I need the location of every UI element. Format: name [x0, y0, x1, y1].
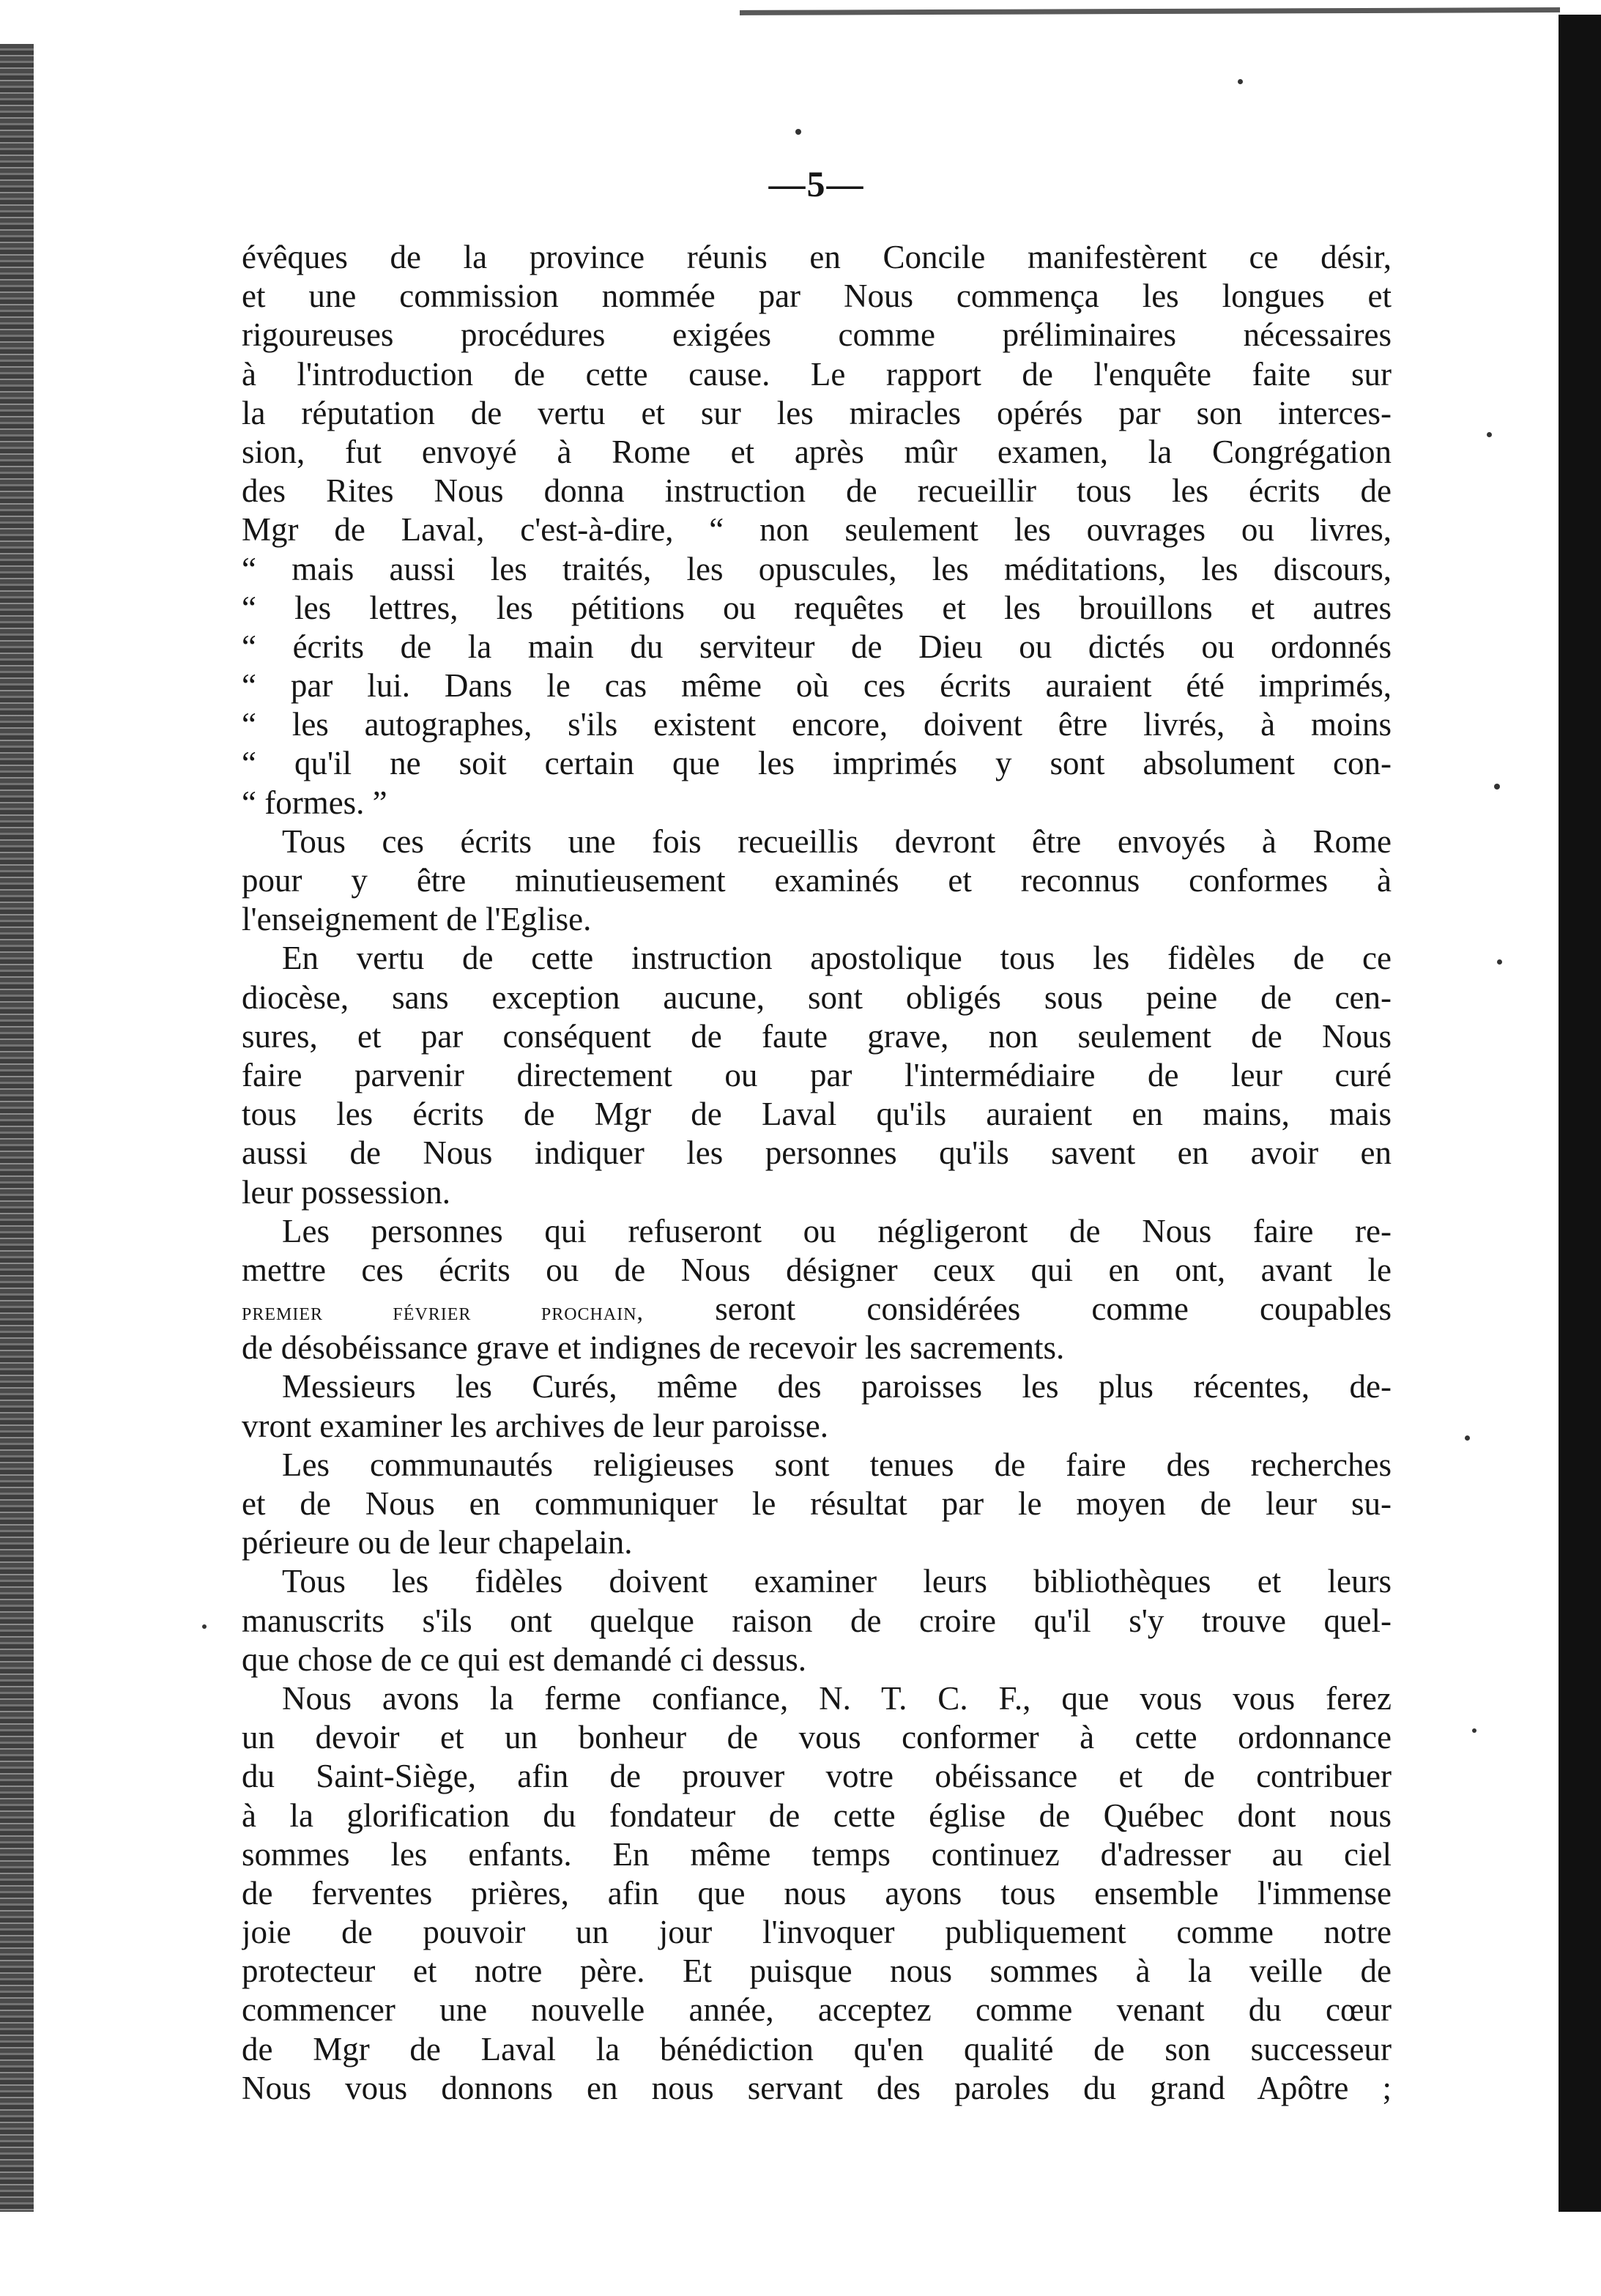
text-line: tous les écrits de Mgr de Laval qu'ils auraient en mains, mais: [242, 1096, 1392, 1133]
text-line: Les communautés religieuses sont tenues de faire des recherches: [282, 1446, 1392, 1483]
top-rule: [740, 7, 1560, 15]
text-line: “ les lettres, les pétitions ou requêtes et les brouillons et autres: [242, 589, 1392, 626]
text-line: évêques de la province réunis en Concile manifestèrent ce désir,: [242, 239, 1392, 275]
text-line: de Mgr de Laval la bénédiction qu'en qualité de son successeur: [242, 2030, 1392, 2067]
body-text: [242, 238, 1392, 2108]
ink-speck: [202, 1624, 207, 1629]
text-line: et de Nous en communiquer le résultat par le moyen de leur su-: [242, 1485, 1392, 1522]
text-line: En vertu de cette instruction apostolique tous les fidèles de ce: [282, 940, 1392, 977]
text-line: “ qu'il ne soit certain que les imprimés y sont absolument con-: [242, 745, 1392, 782]
ink-speck: [1238, 79, 1243, 84]
ink-speck: [1497, 959, 1502, 965]
text-line: “ mais aussi les traités, les opuscules, les méditations, les discours,: [242, 550, 1392, 587]
text-line: joie de pouvoir un jour l'invoquer publiquement comme notre: [242, 1914, 1392, 1951]
text-line: de désobéissance grave et indignes de recevoir les sacrements.: [242, 1329, 1065, 1367]
text-line: protecteur et notre père. Et puisque nous sommes à la veille de: [242, 1953, 1392, 1990]
text-line: l'enseignement de l'Eglise.: [242, 901, 592, 938]
text-line: sion, fut envoyé à Rome et après mûr examen, la Congrégation: [242, 433, 1392, 470]
text-line: “ écrits de la main du serviteur de Dieu ou dictés ou ordonnés: [242, 628, 1392, 665]
text-line: rigoureuses procédures exigées comme préliminaires nécessaires: [242, 316, 1392, 354]
text-line: Les personnes qui refuseront ou négligeront de Nous faire re-: [282, 1212, 1392, 1249]
smallcaps-date: premier février prochain,: [242, 1299, 645, 1326]
text-line: Messieurs les Curés, même des paroisses les plus récentes, de-: [282, 1368, 1392, 1405]
text-line: “ formes. ”: [242, 784, 387, 821]
text-line: mettre ces écrits ou de Nous désigner ceux qui en ont, avant le: [242, 1251, 1392, 1288]
binding-edge-shadow: [0, 44, 34, 2212]
ink-speck: [1465, 1435, 1470, 1441]
text-line: vront examiner les archives de leur paroisse.: [242, 1407, 828, 1444]
text-line: faire parvenir directement ou par l'intermédiaire de leur curé: [242, 1056, 1392, 1093]
ink-speck: [1494, 784, 1500, 790]
text-line: sommes les enfants. En même temps continuez d'adresser au ciel: [242, 1835, 1392, 1873]
text-line: Mgr de Laval, c'est-à-dire, “ non seulement les ouvrages ou livres,: [242, 511, 1392, 549]
text-line: des Rites Nous donna instruction de recueillir tous les écrits de: [242, 472, 1392, 510]
text-line: Nous vous donnons en nous servant des paroles du grand Apôtre ;: [242, 2069, 1392, 2106]
text-line: [242, 1290, 1392, 1329]
text-line: à l'introduction de cette cause. Le rapport de l'enquête faite sur: [242, 355, 1392, 393]
scan-border-bar: [1559, 15, 1601, 2212]
text-line: leur possession.: [242, 1173, 450, 1211]
ink-speck: [795, 129, 801, 135]
text-line: un devoir et un bonheur de vous conformer à cette ordonnance: [242, 1719, 1392, 1756]
text-line: sures, et par conséquent de faute grave, non seulement de Nous: [242, 1017, 1392, 1055]
text-line: et une commission nommée par Nous commença les longues et: [242, 278, 1392, 315]
text-line: du Saint-Siège, afin de prouver votre obéissance et de contribuer: [242, 1758, 1392, 1795]
text-line: diocèse, sans exception aucune, sont obligés sous peine de cen-: [242, 978, 1392, 1016]
text-line: “ les autographes, s'ils existent encore, doivent être livrés, à moins: [242, 706, 1392, 743]
text-line: Tous les fidèles doivent examiner leurs bibliothèques et leurs: [282, 1563, 1392, 1600]
text-line: “ par lui. Dans le cas même où ces écrits auraient été imprimés,: [242, 667, 1392, 705]
text-run: seront considérées comme coupables: [644, 1290, 1392, 1328]
text-line: à la glorification du fondateur de cette église de Québec dont nous: [242, 1797, 1392, 1834]
text-line: pour y être minutieusement examinés et reconnus conformes à: [242, 862, 1392, 899]
text-line: Nous avons la ferme confiance, N. T. C. F., que vous vous ferez: [282, 1679, 1392, 1717]
text-line: périeure ou de leur chapelain.: [242, 1524, 633, 1561]
text-line: de ferventes prières, afin que nous ayons tous ensemble l'immense: [242, 1874, 1392, 1912]
ink-speck: [1487, 432, 1492, 437]
text-line: manuscrits s'ils ont quelque raison de croire qu'il s'y trouve quel-: [242, 1602, 1392, 1639]
text-line: aussi de Nous indiquer les personnes qu'ils savent en avoir en: [242, 1134, 1392, 1172]
text-line: que chose de ce qui est demandé ci dessus.: [242, 1641, 806, 1678]
page-number: —5—: [768, 163, 865, 204]
text-line: Tous ces écrits une fois recueillis devront être envoyés à Rome: [282, 822, 1392, 860]
text-line: la réputation de vertu et sur les miracles opérés par son interces-: [242, 394, 1392, 431]
text-line: commencer une nouvelle année, acceptez comme venant du cœur: [242, 1991, 1392, 2029]
ink-speck: [1472, 1728, 1476, 1733]
